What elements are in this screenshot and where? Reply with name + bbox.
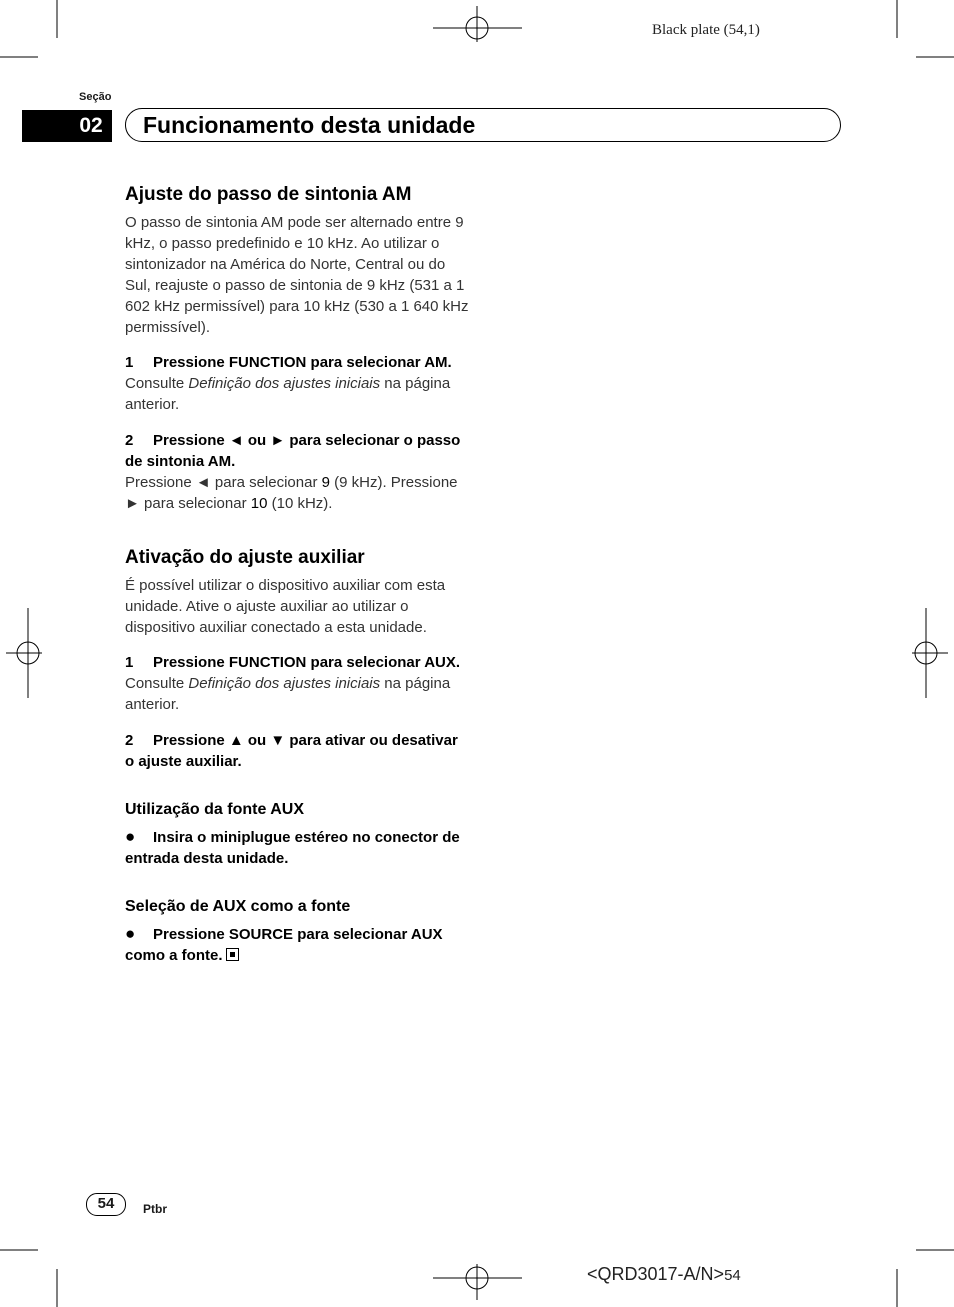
aux-step1-body-ref: Definição dos ajustes iniciais [188,675,381,692]
language-code: Ptbr [143,1202,167,1216]
am-step1-title [125,352,470,373]
am-step2-text: Pressione ◄ ou ► para selecionar o passo de sintonia AM. [125,432,461,470]
bullet-icon: ● [125,827,136,846]
aux-heading: Ativação do ajuste auxiliar [125,547,365,568]
aux-step1-body [125,673,470,715]
section-title: Funcionamento desta unidade [143,112,476,138]
am-step2-body-a: Pressione ◄ para selecionar [125,474,322,491]
am-step2-body-d: 10 [250,495,268,512]
document-code-main: <QRD3017-A/N> [587,1264,725,1284]
page-number: 54 [86,1193,126,1216]
am-step-intro: O passo de sintonia AM pode ser alternado entre 9 kHz, o passo predefinido e 10 kHz. Ao utilizar o sintonizador na América do Norte, Central ou do Sul, reajuste o passo de sintonia de 9 kHz (531 a 1 602 kHz permissível) para 10 kHz (530 a 1 640 kHz permissível). [125,214,469,336]
aux-step1-title [125,652,470,673]
aux-use-text: Insira o miniplugue estéreo no conector de entrada desta unidade. [125,829,460,867]
am-step2-body [125,472,470,514]
aux-step1-text: Pressione FUNCTION para selecionar AUX. [153,654,461,671]
plate-label: Black plate (54,1) [652,22,760,38]
section-label: Seção [79,91,112,103]
aux-step2-text: Pressione ▲ ou ▼ para ativar ou desativar o ajuste auxiliar. [125,732,458,770]
aux-step1-body-pre: Consulte [125,675,189,692]
aux-step2-number: 2 [125,732,134,749]
am-step1-body-ref: Definição dos ajustes iniciais [188,375,381,392]
am-step1-text: Pressione FUNCTION para selecionar AM. [153,354,452,371]
section-number: 02 [79,114,103,137]
document-code-suffix: 54 [724,1267,741,1284]
bullet-icon: ● [125,924,136,943]
am-step1-body-pre: Consulte [125,375,189,392]
am-step1-body [125,373,470,415]
aux-select-text: Pressione SOURCE para selecionar AUX como a fonte. [125,926,443,964]
am-step1-number: 1 [125,354,134,371]
aux-select-item [125,923,470,966]
document-code [587,1264,741,1285]
main-column [125,180,470,966]
section-number-badge [22,110,112,142]
am-step2-number: 2 [125,432,134,449]
aux-use-item [125,826,470,869]
end-of-section-icon [226,948,239,961]
aux-step1-number: 1 [125,654,134,671]
aux-select-heading: Seleção de AUX como a fonte [125,898,351,915]
aux-step2-title [125,730,470,772]
am-step1-body-post: na página anterior. [125,375,451,413]
aux-intro: É possível utilizar o dispositivo auxiliar com esta unidade. Ative o ajuste auxiliar ao utilizar o dispositivo auxiliar conectado a esta unidade. [125,577,446,636]
am-step2-body-c: (9 kHz). Pressione ► para selecionar [125,474,458,512]
aux-use-heading: Utilização da fonte AUX [125,801,304,818]
am-step2-body-e: (10 kHz). [267,495,333,512]
aux-step1-body-post: na página anterior. [125,675,451,713]
am-step-heading: Ajuste do passo de sintonia AM [125,184,412,205]
am-step2-title [125,430,470,472]
am-step2-body-b: 9 [321,474,330,491]
